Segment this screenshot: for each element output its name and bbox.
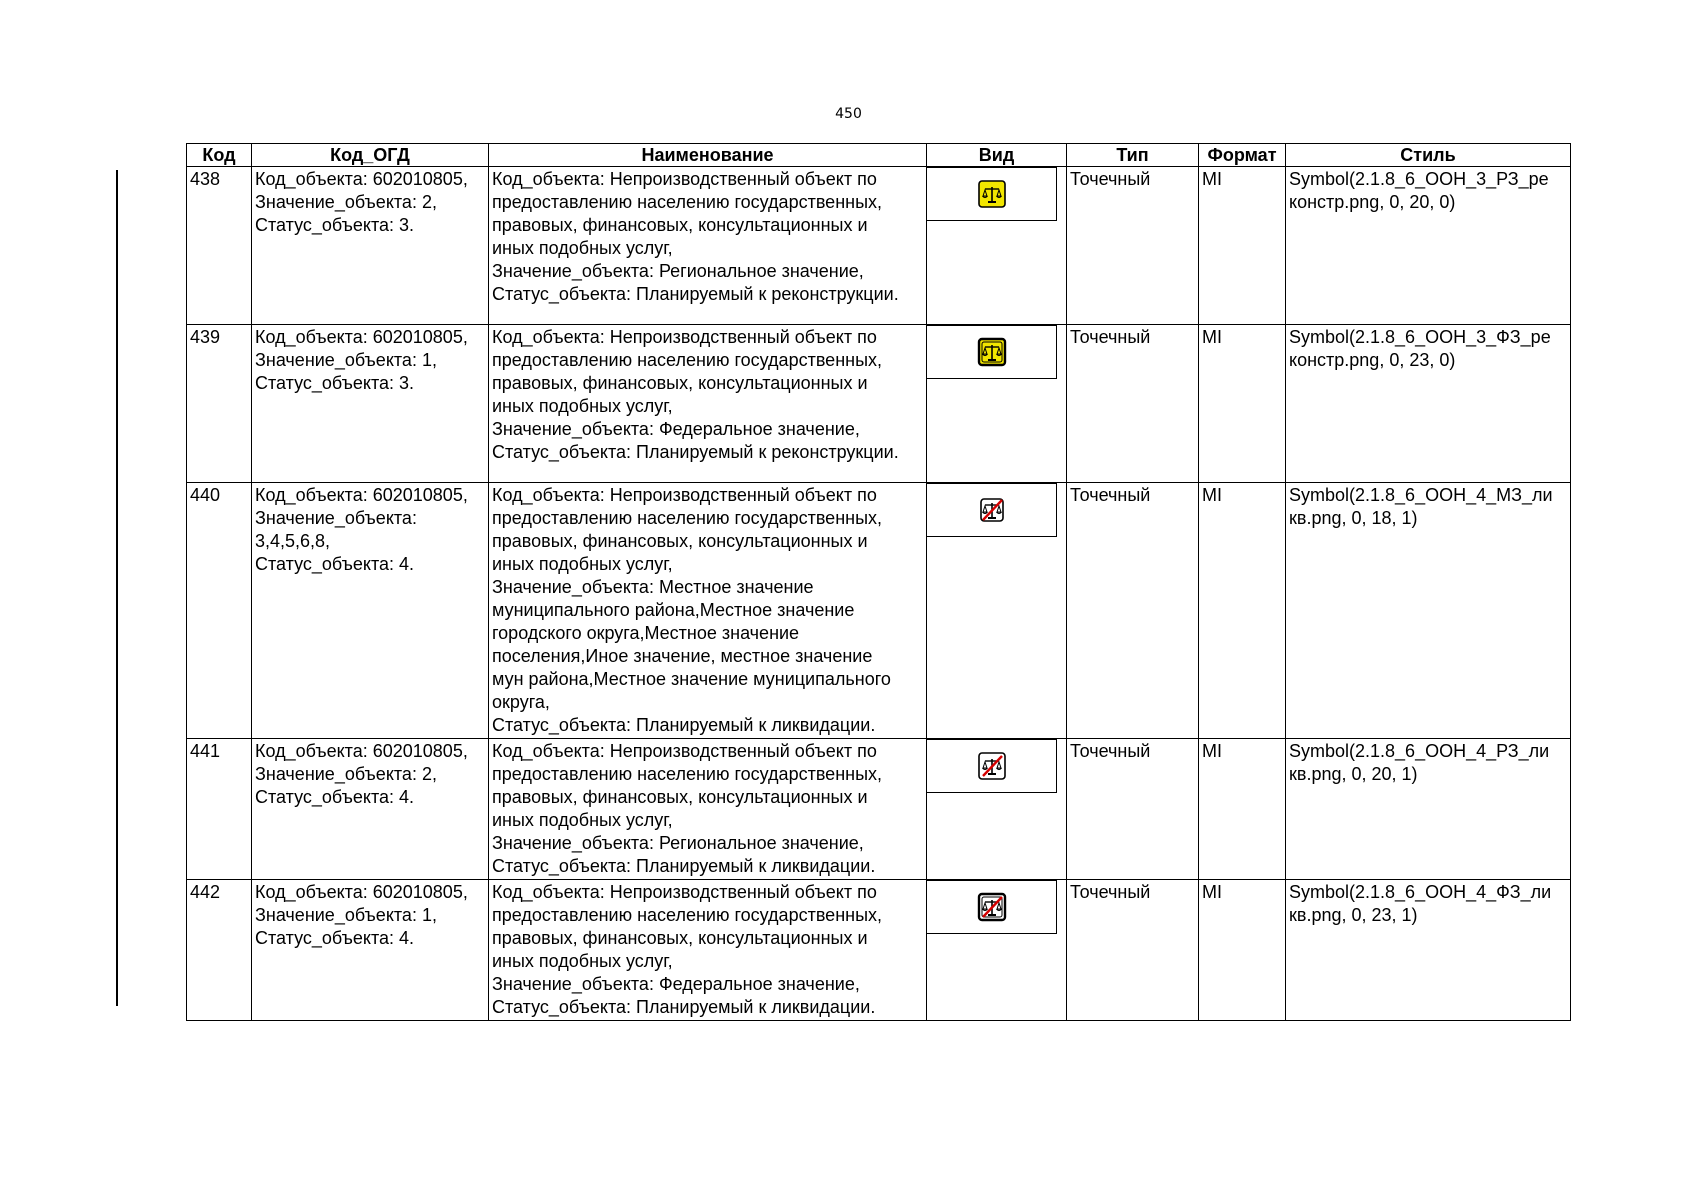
cell-ogd-line: Значение_объекта:: [255, 508, 417, 528]
cell-type: Точечный: [1067, 880, 1199, 1021]
cell-ogd-line: Значение_объекта: 1,: [255, 350, 437, 370]
cell-ogd: [252, 739, 489, 880]
cell-name-line: поселения,Иное значение, местное значение: [492, 646, 873, 666]
cell-name-line: иных подобных услуг,: [492, 810, 673, 830]
cell-name-line: правовых, финансовых, консультационных и: [492, 928, 868, 948]
cell-ogd: [252, 880, 489, 1021]
cell-style-line: Symbol(2.1.8_6_ООН_4_МЗ_ли: [1289, 485, 1553, 505]
cell-name-line: предоставлению населению государственных,: [492, 508, 883, 528]
scales-liquidation-small-icon: [977, 495, 1007, 525]
column-header-view: Вид: [927, 144, 1067, 167]
scales-liquidation-icon: [977, 751, 1007, 781]
symbol-preview-box: [927, 880, 1057, 934]
cell-style: [1286, 880, 1571, 1021]
cell-ogd-line: Код_объекта: 602010805,: [255, 882, 468, 902]
column-header-code: Код: [187, 144, 252, 167]
cell-name-line: Значение_объекта: Местное значение: [492, 577, 814, 597]
cell-view: [927, 483, 1067, 739]
cell-name-line: мун района,Местное значение муниципального: [492, 669, 891, 689]
cell-ogd-line: Значение_объекта: 1,: [255, 905, 437, 925]
cell-ogd-line: Код_объекта: 602010805,: [255, 741, 468, 761]
column-header-ogd: Код_ОГД: [252, 144, 489, 167]
page-number: 450: [835, 106, 862, 122]
cell-type: Точечный: [1067, 325, 1199, 483]
cell-code: 442: [187, 880, 252, 1021]
cell-format: MI: [1199, 167, 1286, 325]
cell-style-line: констр.png, 0, 20, 0): [1289, 192, 1456, 212]
column-header-name: Наименование: [489, 144, 927, 167]
table-row: [187, 739, 1571, 880]
cell-style-line: Symbol(2.1.8_6_ООН_4_ФЗ_ли: [1289, 882, 1552, 902]
cell-name-line: Код_объекта: Непроизводственный объект по: [492, 741, 877, 761]
cell-name-line: Статус_объекта: Планируемый к реконструкции.: [492, 442, 899, 462]
cell-code: 439: [187, 325, 252, 483]
cell-name-line: предоставлению населению государственных,: [492, 192, 883, 212]
cell-ogd-line: Значение_объекта: 2,: [255, 192, 437, 212]
cell-name-line: предоставлению населению государственных,: [492, 905, 883, 925]
cell-ogd-line: Код_объекта: 602010805,: [255, 485, 468, 505]
cell-code: 440: [187, 483, 252, 739]
cell-name-line: Статус_объекта: Планируемый к ликвидации.: [492, 997, 876, 1017]
scales-liquidation-large-icon: [977, 892, 1007, 922]
cell-format: MI: [1199, 325, 1286, 483]
cell-name: [489, 739, 927, 880]
cell-type: Точечный: [1067, 483, 1199, 739]
cell-name-line: предоставлению населению государственных,: [492, 764, 883, 784]
cell-name-line: Код_объекта: Непроизводственный объект по: [492, 327, 877, 347]
cell-name-line: правовых, финансовых, консультационных и: [492, 373, 868, 393]
table-row: [187, 325, 1571, 483]
symbol-preview-box: [927, 483, 1057, 537]
cell-style-line: кв.png, 0, 23, 1): [1289, 905, 1418, 925]
cell-name-line: Статус_объекта: Планируемый к ликвидации.: [492, 856, 876, 876]
cell-name: [489, 167, 927, 325]
cell-name-line: Значение_объекта: Федеральное значение,: [492, 974, 860, 994]
scales-reconstruction-icon: [977, 179, 1007, 209]
cell-code: 441: [187, 739, 252, 880]
cell-name: [489, 325, 927, 483]
cell-style: [1286, 325, 1571, 483]
cell-name-line: Статус_объекта: Планируемый к реконструкции.: [492, 284, 899, 304]
cell-ogd: [252, 325, 489, 483]
cell-format: MI: [1199, 483, 1286, 739]
cell-ogd-line: Статус_объекта: 4.: [255, 928, 415, 948]
cell-style-line: кв.png, 0, 18, 1): [1289, 508, 1418, 528]
cell-name-line: городского округа,Местное значение: [492, 623, 800, 643]
symbol-registry-table: [186, 143, 1571, 1021]
cell-type: Точечный: [1067, 739, 1199, 880]
cell-ogd-line: Код_объекта: 602010805,: [255, 327, 468, 347]
cell-name-line: правовых, финансовых, консультационных и: [492, 531, 868, 551]
cell-name-line: Код_объекта: Непроизводственный объект по: [492, 485, 877, 505]
cell-name-line: иных подобных услуг,: [492, 951, 673, 971]
cell-style-line: Symbol(2.1.8_6_ООН_3_РЗ_ре: [1289, 169, 1549, 189]
cell-ogd-line: Статус_объекта: 4.: [255, 554, 415, 574]
cell-style-line: Symbol(2.1.8_6_ООН_3_ФЗ_ре: [1289, 327, 1551, 347]
cell-ogd-line: Значение_объекта: 2,: [255, 764, 437, 784]
cell-style-line: кв.png, 0, 20, 1): [1289, 764, 1418, 784]
cell-ogd-line: Статус_объекта: 3.: [255, 215, 415, 235]
scales-reconstruction-large-icon: [977, 337, 1007, 367]
cell-style: [1286, 739, 1571, 880]
column-header-format: Формат: [1199, 144, 1286, 167]
cell-ogd-line: Код_объекта: 602010805,: [255, 169, 468, 189]
cell-view: [927, 739, 1067, 880]
cell-ogd-line: Статус_объекта: 3.: [255, 373, 415, 393]
cell-format: MI: [1199, 739, 1286, 880]
cell-ogd-line: Статус_объекта: 4.: [255, 787, 415, 807]
cell-name-line: Значение_объекта: Федеральное значение,: [492, 419, 860, 439]
cell-name-line: иных подобных услуг,: [492, 396, 673, 416]
cell-code: 438: [187, 167, 252, 325]
cell-view: [927, 880, 1067, 1021]
cell-name-line: муниципального района,Местное значение: [492, 600, 855, 620]
cell-format: MI: [1199, 880, 1286, 1021]
column-header-style: Стиль: [1286, 144, 1571, 167]
cell-style: [1286, 483, 1571, 739]
cell-name-line: иных подобных услуг,: [492, 554, 673, 574]
header-row: [187, 144, 1571, 167]
cell-ogd: [252, 167, 489, 325]
cell-style-line: констр.png, 0, 23, 0): [1289, 350, 1456, 370]
margin-line: [116, 170, 118, 1006]
cell-name: [489, 880, 927, 1021]
table-row: [187, 880, 1571, 1021]
cell-style: [1286, 167, 1571, 325]
cell-name-line: иных подобных услуг,: [492, 238, 673, 258]
cell-ogd: [252, 483, 489, 739]
cell-name-line: Значение_объекта: Региональное значение,: [492, 261, 864, 281]
cell-style-line: Symbol(2.1.8_6_ООН_4_РЗ_ли: [1289, 741, 1550, 761]
cell-name-line: Код_объекта: Непроизводственный объект по: [492, 882, 877, 902]
cell-type: Точечный: [1067, 167, 1199, 325]
cell-name-line: правовых, финансовых, консультационных и: [492, 787, 868, 807]
cell-name-line: Значение_объекта: Региональное значение,: [492, 833, 864, 853]
cell-name-line: Статус_объекта: Планируемый к ликвидации.: [492, 715, 876, 735]
column-header-type: Тип: [1067, 144, 1199, 167]
cell-name-line: предоставлению населению государственных,: [492, 350, 883, 370]
symbol-preview-box: [927, 325, 1057, 379]
table-row: [187, 483, 1571, 739]
cell-view: [927, 325, 1067, 483]
cell-name-line: правовых, финансовых, консультационных и: [492, 215, 868, 235]
cell-name-line: округа,: [492, 692, 550, 712]
table-row: [187, 167, 1571, 325]
cell-ogd-line: 3,4,5,6,8,: [255, 531, 331, 551]
cell-name: [489, 483, 927, 739]
cell-view: [927, 167, 1067, 325]
cell-name-line: Код_объекта: Непроизводственный объект по: [492, 169, 877, 189]
symbol-preview-box: [927, 167, 1057, 221]
symbol-preview-box: [927, 739, 1057, 793]
